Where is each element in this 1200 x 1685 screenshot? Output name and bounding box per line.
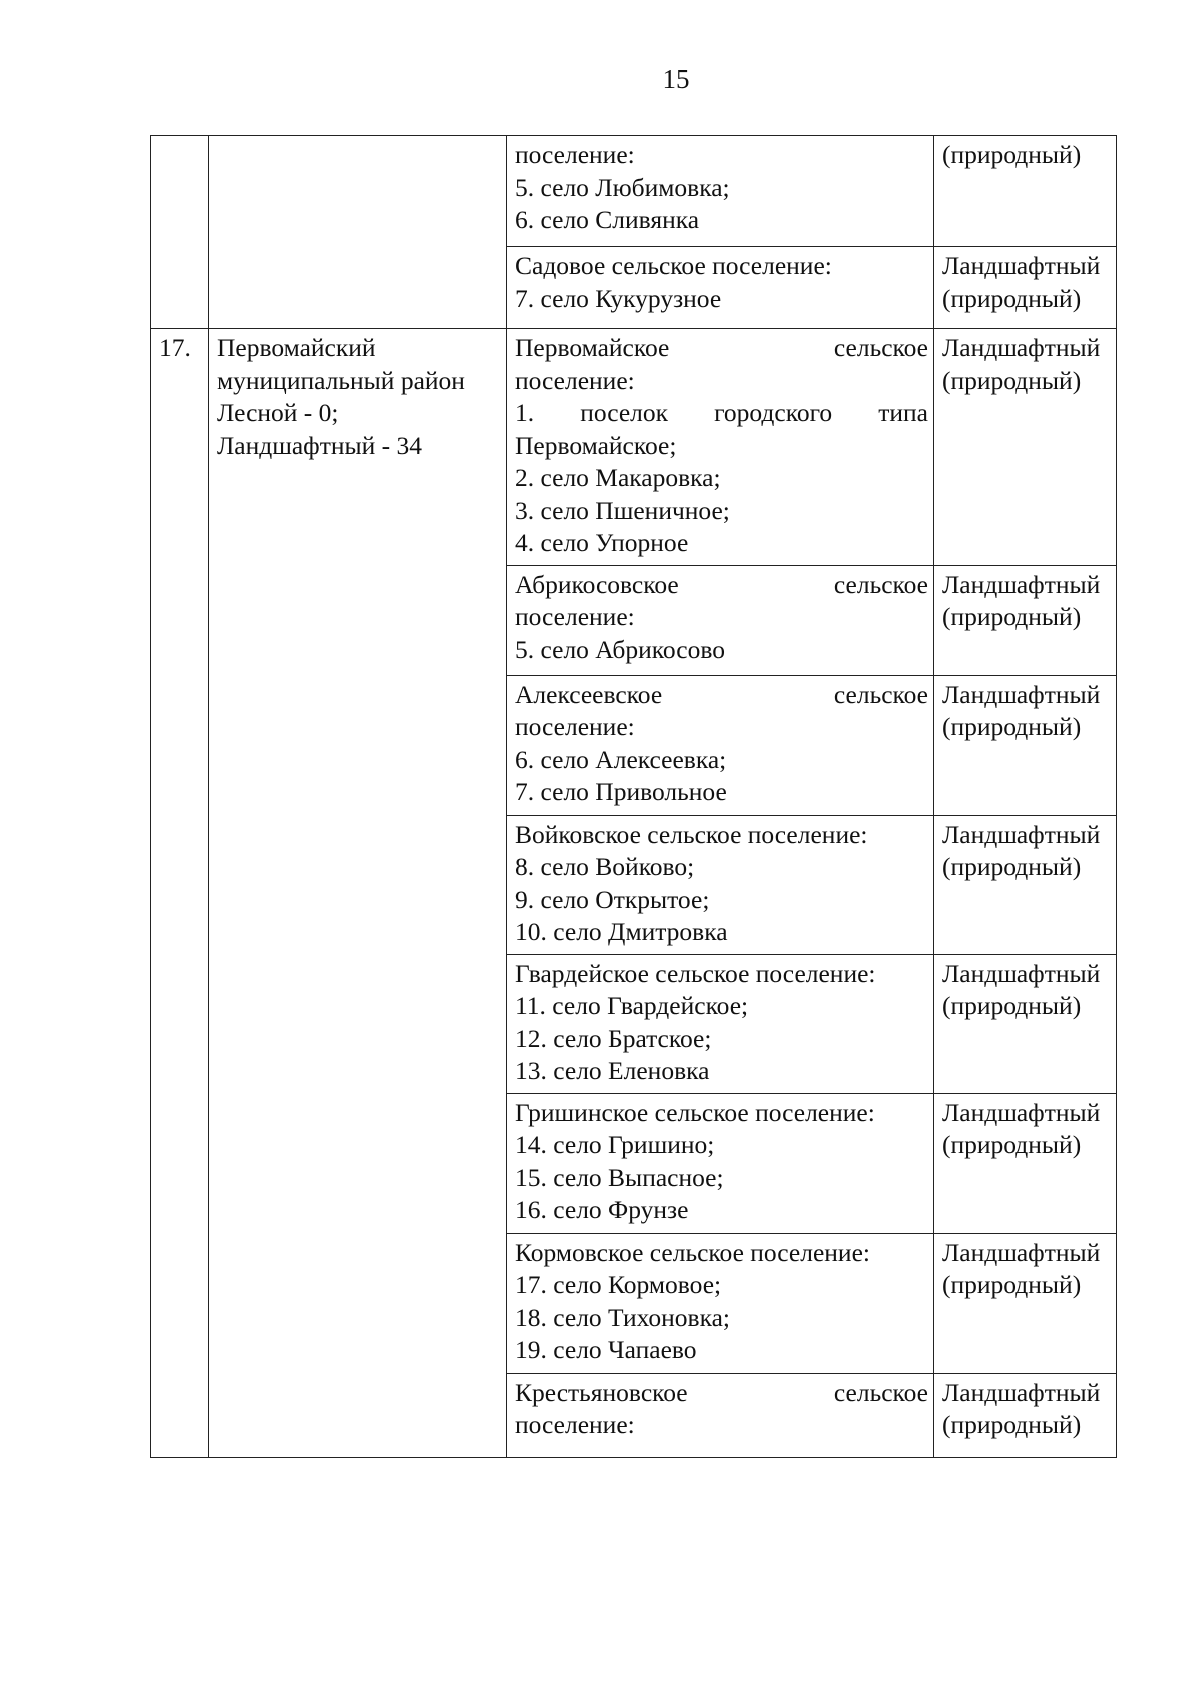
district-type: муниципальный район: [217, 365, 465, 395]
district-cell: [209, 136, 507, 329]
settlement-header-tail: поселение:: [515, 365, 635, 395]
type-value: Ландшафтный: [942, 251, 1101, 280]
type-value: Ландшафтный: [942, 1237, 1101, 1267]
village-item: 6. село Алексеевка;: [515, 744, 727, 774]
type-value: Ландшафтный: [942, 958, 1101, 988]
type-value: Ландшафтный: [942, 1097, 1101, 1127]
village-item: 2. село Макаровка;: [515, 463, 721, 492]
village-item-word: 1.: [515, 398, 535, 427]
type-cell: [934, 815, 1117, 954]
village-item: 5. село Любимовка;: [515, 172, 730, 202]
village-item: Первомайское;: [515, 430, 677, 460]
settlement-header-tail: поселение:: [515, 712, 635, 741]
settlement-cell: [507, 815, 934, 954]
settlement-cell: [507, 954, 934, 1093]
type-value: (природный): [942, 365, 1082, 395]
village-item: 13. село Еленовка: [515, 1056, 710, 1085]
village-item: 15. село Выпасное;: [515, 1162, 724, 1192]
settlement-header: Первомайское сельское: [515, 333, 928, 362]
type-value: (природный): [942, 991, 1082, 1020]
type-value: (природный): [942, 1130, 1082, 1159]
village-item: 9. село Открытое;: [515, 884, 710, 914]
type-cell: [934, 247, 1117, 329]
village-item: 14. село Гришино;: [515, 1130, 715, 1159]
type-value: Ландшафтный: [942, 819, 1101, 849]
village-item: 4. село Упорное: [515, 528, 689, 557]
settlement-header: Гришинское сельское поселение:: [515, 1097, 875, 1127]
settlement-cell: [507, 1373, 934, 1457]
table-row: [151, 329, 1117, 566]
row-number-cell: [151, 329, 209, 1458]
settlement-header: Войковское сельское поселение:: [515, 819, 868, 849]
settlement-header: Гвардейское сельское поселение:: [515, 958, 876, 988]
district-forest-count: Лесной - 0;: [217, 398, 339, 427]
type-value: (природный): [942, 712, 1082, 741]
type-value: (природный): [942, 602, 1082, 631]
type-cell: [934, 329, 1117, 566]
village-item-word: поселок: [580, 398, 669, 427]
village-item-word: городского: [714, 398, 833, 427]
type-cell: [934, 1093, 1117, 1233]
settlement-header: Крестьяновское сельское: [515, 1377, 928, 1407]
settlement-cell: [507, 329, 934, 566]
type-cell: [934, 1373, 1117, 1457]
settlements-table: [150, 135, 1117, 1458]
type-value: Ландшафтный: [942, 333, 1101, 362]
district-landscape-count: Ландшафтный - 34: [217, 430, 423, 460]
settlement-header: поселение:: [515, 140, 635, 169]
settlement-cell: [507, 675, 934, 815]
type-value: (природный): [942, 852, 1082, 881]
type-value: Ландшафтный: [942, 569, 1101, 599]
village-item: 5. село Абрикосово: [515, 634, 725, 664]
settlement-cell: [507, 247, 934, 329]
settlement-cell: [507, 1233, 934, 1373]
settlement-header: Садовое сельское поселение:: [515, 251, 832, 280]
village-item: 7. село Привольное: [515, 777, 727, 806]
type-cell: [934, 1233, 1117, 1373]
type-value: (природный): [942, 1270, 1082, 1299]
type-value: (природный): [942, 283, 1082, 313]
type-cell: [934, 954, 1117, 1093]
row-number-cell: [151, 136, 209, 329]
village-item: 3. село Пшеничное;: [515, 495, 730, 525]
district-name: Первомайский: [217, 333, 376, 362]
village-item: 10. село Дмитровка: [515, 917, 728, 946]
village-item: 12. село Братское;: [515, 1023, 712, 1053]
row-number: 17.: [159, 333, 191, 362]
village-item: 7. село Кукурузное: [515, 283, 722, 313]
settlement-header: Кормовское сельское поселение:: [515, 1237, 870, 1267]
village-item: 6. село Сливянка: [515, 205, 700, 234]
settlement-header: Алексеевское сельское: [515, 679, 928, 709]
village-item: 19. село Чапаево: [515, 1335, 697, 1364]
village-item-word: типа: [878, 398, 928, 427]
type-cell: [934, 675, 1117, 815]
village-item: 16. село Фрунзе: [515, 1195, 689, 1224]
settlement-header-tail: поселение:: [515, 1410, 635, 1439]
settlement-cell: [507, 136, 934, 247]
settlement-cell: [507, 1093, 934, 1233]
settlement-cell: [507, 565, 934, 675]
type-value: Ландшафтный: [942, 679, 1101, 709]
district-cell: [209, 329, 507, 1458]
type-cell: [934, 136, 1117, 247]
village-item: [515, 397, 928, 430]
table-row: [151, 136, 1117, 247]
village-item: 17. село Кормовое;: [515, 1270, 722, 1299]
type-value: Ландшафтный: [942, 1377, 1101, 1407]
village-item: 8. село Войково;: [515, 852, 695, 881]
village-item: 11. село Гвардейское;: [515, 991, 749, 1020]
page-number: 15: [662, 64, 690, 94]
type-value: (природный): [942, 140, 1082, 169]
type-cell: [934, 565, 1117, 675]
settlement-header: Абрикосовское сельское: [515, 569, 928, 599]
type-value: (природный): [942, 1410, 1082, 1439]
settlement-header-tail: поселение:: [515, 602, 635, 631]
village-item: 18. село Тихоновка;: [515, 1302, 731, 1332]
